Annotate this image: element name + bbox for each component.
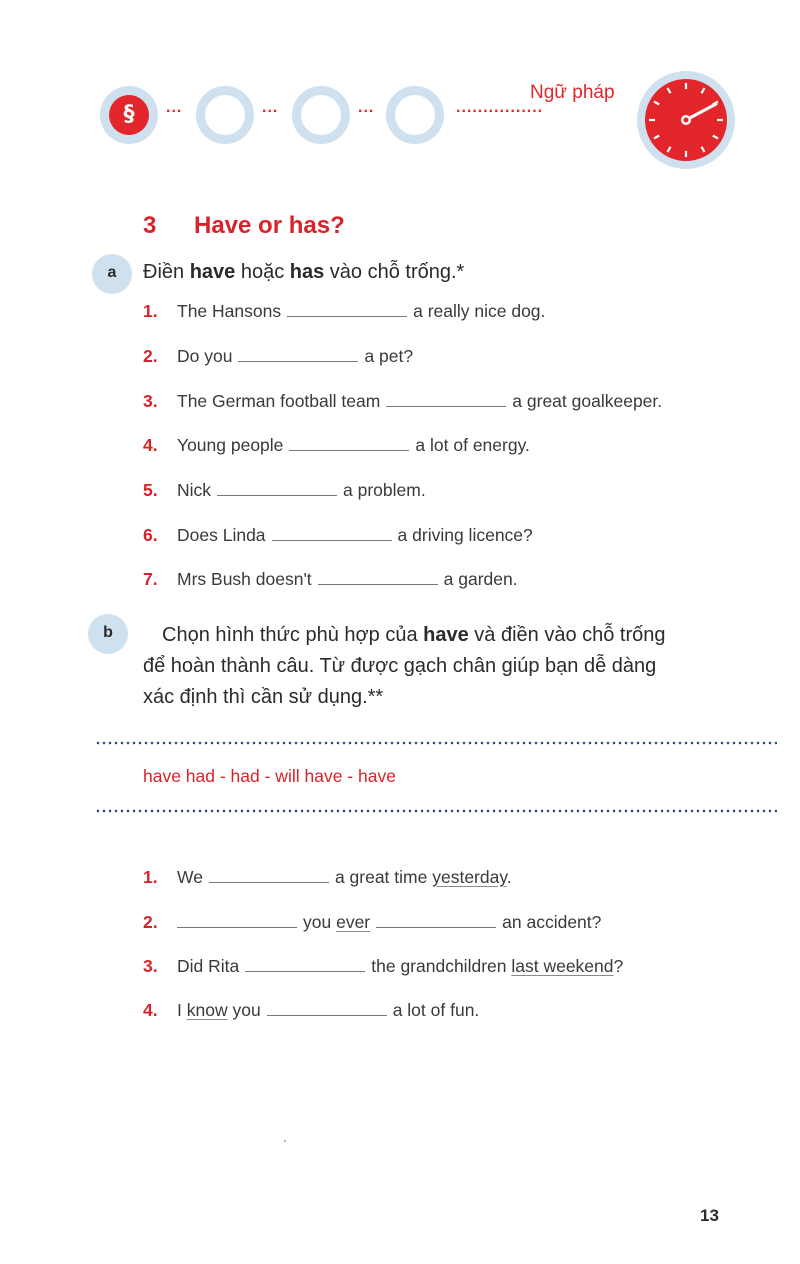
exercise-b-badge: b: [88, 614, 128, 654]
paper-speck: [284, 1140, 286, 1142]
exercise-b-item-4: 4. I know you a lot of fun.: [143, 1000, 480, 1020]
underlined-keyword: yesterday: [432, 867, 507, 887]
exercise-a-item-2: 2. Do you a pet?: [143, 346, 414, 366]
progress-ring-2: [292, 86, 350, 144]
header-title: Ngữ pháp: [530, 82, 615, 103]
answer-blank[interactable]: [177, 914, 297, 928]
answer-blank[interactable]: [289, 437, 409, 451]
word-options: have had - had - will have - have: [143, 766, 396, 786]
progress-ring-3: [386, 86, 444, 144]
answer-blank[interactable]: [376, 914, 496, 928]
exercise-a-item-4: 4. Young people a lot of energy.: [143, 435, 530, 455]
answer-blank[interactable]: [238, 348, 358, 362]
exercise-a-item-7: 7. Mrs Bush doesn't a garden.: [143, 569, 518, 589]
exercise-b-instruction-line-1: Chọn hình thức phù hợp của have và điền vào chỗ trống: [162, 624, 666, 646]
clock-icon: [636, 70, 736, 170]
page-number: 13: [700, 1206, 719, 1225]
answer-blank[interactable]: [318, 571, 438, 585]
underlined-keyword: know: [186, 1000, 228, 1020]
header-dots: ...: [262, 99, 279, 116]
exercise-b-instruction-line-2: để hoàn thành câu. Từ được gạch chân giúp bạn dễ dàng: [143, 655, 657, 677]
header-dots: ...: [358, 99, 375, 116]
exercise-a-item-6: 6. Does Linda a driving licence?: [143, 525, 533, 545]
exercise-a-item-3: 3. The German football team a great goalkeeper.: [143, 391, 663, 411]
answer-blank[interactable]: [386, 393, 506, 407]
answer-blank[interactable]: [217, 482, 337, 496]
exercise-a-badge: a: [92, 254, 132, 294]
exercise-b-item-2: 2. you ever an accident?: [143, 912, 602, 932]
answer-blank[interactable]: [267, 1002, 387, 1016]
exercise-a-item-1: 1. The Hansons a really nice dog.: [143, 301, 546, 321]
progress-ring-1: [196, 86, 254, 144]
exercise-b-item-3: 3. Did Rita the grandchildren last weekend?: [143, 956, 624, 976]
answer-blank[interactable]: [245, 958, 365, 972]
section-symbol-badge: [100, 86, 158, 144]
answer-blank[interactable]: [209, 869, 329, 883]
exercise-b-instruction-line-3: xác định thì cần sử dụng.**: [143, 686, 384, 708]
answer-blank[interactable]: [287, 303, 407, 317]
exercise-a-item-5: 5. Nick a problem.: [143, 480, 426, 500]
section-symbol: §: [109, 95, 149, 135]
exercise-b-item-1: 1. We a great time yesterday.: [143, 867, 512, 887]
underlined-keyword: ever: [336, 912, 371, 932]
dotted-divider-bottom: [95, 809, 777, 813]
section-title: Have or has?: [194, 212, 345, 239]
answer-blank[interactable]: [272, 527, 392, 541]
exercise-a-instruction: Điền have hoặc has vào chỗ trống.*: [143, 261, 465, 283]
header-dots: ...: [166, 99, 183, 116]
section-number: 3: [143, 212, 157, 239]
underlined-keyword: last weekend: [511, 956, 614, 976]
header-long-dots: ................: [456, 99, 544, 116]
dotted-divider-top: [95, 741, 777, 745]
